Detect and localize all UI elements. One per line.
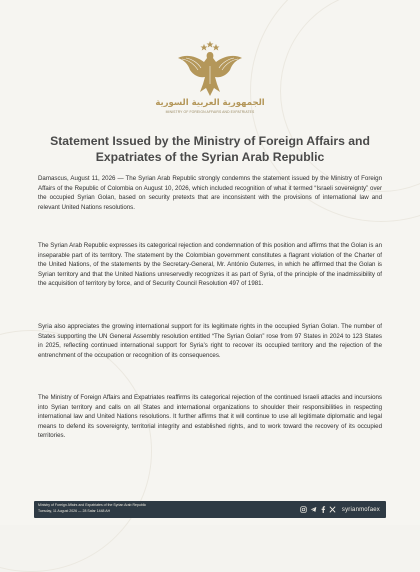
- social-links: [300, 501, 380, 518]
- watermark-ring: [0, 330, 152, 572]
- title-line-1: Statement Issued by the Ministry of Foreign Affairs and: [50, 134, 370, 148]
- footer-date-line: Tuesday, 11 August 2026 — 28 Safar 1448 AH: [38, 508, 111, 513]
- paragraph-2: The Syrian Arab Republic expresses its categorical rejection and condemnation of this position and affirms that the Golan is an inseparable part of its territory. The statement by the Colombian government constitutes a flagrant violation of the Charter of the United Nations, of the statements by the Secretary-General, Mr. António Guterres, in which he affirmed that the Golan is Syrian territory and that the United Nations unreservedly recognizes it as part of Syria, of the principle of the inadmissibility of the acquisition of territory by force, and of Security Council Resolution 497 of 1981.: [38, 242, 382, 288]
- social-handle[interactable]: syrianmofaex: [341, 506, 380, 513]
- footer-info: [38, 503, 238, 514]
- eagle-emblem-icon: [176, 40, 244, 98]
- x-icon[interactable]: [329, 506, 336, 513]
- paragraph-1: Damascus, August 11, 2026 — The Syrian Arab Republic strongly condemns the statement issued by the Ministry of Foreign Affairs of the Republic of Colombia on August 10, 2026, which included recognition of what it termed “Israeli sovereignty” over the occupied Syrian Golan, based on security pretexts that are inconsistent with the provisions of international law and relevant United Nations resolutions.: [38, 175, 382, 211]
- facebook-icon[interactable]: [320, 506, 326, 513]
- footer-bar: [34, 501, 386, 518]
- emblem-english-name: MINISTRY OF FOREIGN AFFAIRS AND EXPATRIATES: [165, 110, 255, 114]
- title-line-2: Expatriates of the Syrian Arab Republic: [95, 150, 325, 164]
- instagram-icon[interactable]: [300, 506, 307, 513]
- telegram-icon[interactable]: [310, 506, 317, 513]
- emblem-arabic-name: الجمهورية العربية السورية: [155, 98, 265, 108]
- statement-title: [30, 133, 390, 165]
- footer-ministry-line: Ministry of Foreign Affairs and Expatriates of the Syrian Arab Republic: [38, 503, 147, 507]
- paragraph-4: The Ministry of Foreign Affairs and Expatriates reaffirms its categorical rejection of the continued Israeli attacks and incursions into Syrian territory and calls on all States and international organizations to shoulder their responsibilities in respecting international law and United Nations resolutions. It further affirms that it will continue to use all legitimate diplomatic and legal means to defend its sovereignty, territorial integrity and established rights, and to work toward the recovery of its occupied territories.: [38, 394, 382, 440]
- paragraph-3: Syria also appreciates the growing international support for its legitimate rights in the occupied Syrian Golan. The number of States supporting the UN General Assembly resolution entitled “The Syrian Golan” rose from 97 States in 2024 to 123 States in 2025, reflecting continued international support for Syria’s right to recover its occupied territory and the rejection of the entrenchment of the occupation or recognition of its consequences.: [38, 323, 382, 359]
